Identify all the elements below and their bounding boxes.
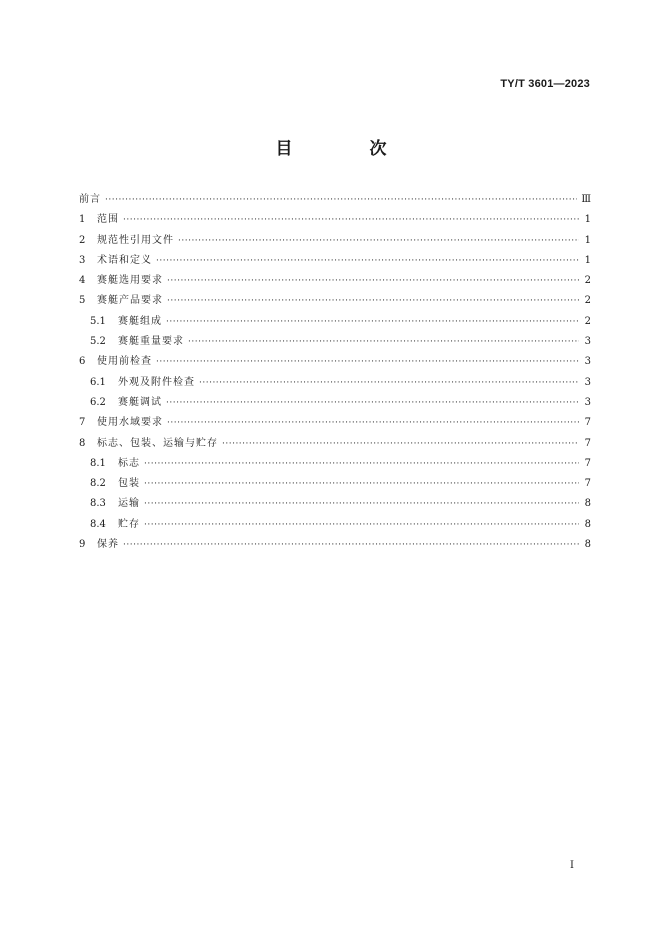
toc-entry[interactable] <box>79 373 591 393</box>
toc-leader-dots <box>123 210 579 230</box>
toc-leader-dots <box>178 231 579 251</box>
toc-entry-label: 保养 <box>97 539 119 551</box>
toc-leader-dots <box>156 352 579 372</box>
toc-entry-number: 3 <box>79 254 86 266</box>
toc-entry-label: 赛艇组成 <box>118 315 162 327</box>
toc-entry-label: 使用前检查 <box>97 356 152 368</box>
toc-entry-number: 8.3 <box>90 498 106 510</box>
toc-entry[interactable] <box>79 393 591 413</box>
toc-leader-dots <box>105 190 577 210</box>
toc-entry-page: 1 <box>584 234 591 246</box>
toc-entry-page: 7 <box>584 478 591 490</box>
toc-entry-number: 6 <box>79 356 86 368</box>
toc-entry[interactable] <box>79 332 591 352</box>
toc-entry-page: 7 <box>584 457 591 469</box>
toc-entry[interactable] <box>79 535 591 555</box>
toc-entry-page: 7 <box>584 417 591 429</box>
toc-entry-label: 贮存 <box>118 518 140 530</box>
toc-entry-label: 使用水域要求 <box>97 417 163 429</box>
toc-entry-number: 2 <box>79 234 86 246</box>
toc-entry-number: 5 <box>79 295 86 307</box>
toc-entry[interactable] <box>79 210 591 230</box>
toc-entry[interactable] <box>79 190 591 210</box>
toc-entry-page: 8 <box>584 498 591 510</box>
toc-entry-page: 8 <box>584 518 591 530</box>
toc-entry-number: 1 <box>79 214 86 226</box>
toc-entry-page: 2 <box>584 295 591 307</box>
toc-entry-page: Ⅲ <box>581 194 591 205</box>
standard-code: TY/T 3601—2023 <box>500 78 590 90</box>
toc-entry-page: 3 <box>584 356 591 368</box>
toc-entry-label: 规范性引用文件 <box>97 234 174 246</box>
toc-leader-dots <box>144 474 579 494</box>
toc-entry-label: 赛艇选用要求 <box>97 275 163 287</box>
toc-entry[interactable] <box>79 312 591 332</box>
toc-entry[interactable] <box>79 413 591 433</box>
toc-leader-dots <box>144 515 579 535</box>
toc-entry-number: 8.1 <box>90 457 106 469</box>
table-of-contents <box>79 190 591 555</box>
toc-entry-label: 术语和定义 <box>97 254 152 266</box>
toc-entry-number: 5.1 <box>90 315 106 327</box>
toc-leader-dots <box>167 271 579 291</box>
toc-entry-number: 8.4 <box>90 518 106 530</box>
toc-entry-number: 6.2 <box>90 396 106 408</box>
toc-entry-number: 9 <box>79 539 86 551</box>
toc-entry[interactable] <box>79 251 591 271</box>
toc-entry-label: 运输 <box>118 498 140 510</box>
toc-entry-label: 前言 <box>79 194 101 205</box>
page-number: I <box>570 860 574 871</box>
toc-entry-page: 7 <box>584 437 591 449</box>
toc-leader-dots <box>166 312 579 332</box>
toc-leader-dots <box>199 373 579 393</box>
toc-entry-label: 包装 <box>118 478 140 490</box>
toc-entry-label: 范围 <box>97 214 119 226</box>
toc-entry[interactable] <box>79 271 591 291</box>
toc-leader-dots <box>144 454 579 474</box>
toc-entry-number: 6.1 <box>90 376 106 388</box>
toc-entry-page: 8 <box>584 539 591 551</box>
toc-entry-label: 赛艇产品要求 <box>97 295 163 307</box>
page-title: 目 次 <box>275 139 417 159</box>
toc-entry-label: 外观及附件检查 <box>118 376 195 388</box>
toc-leader-dots <box>144 494 579 514</box>
toc-entry[interactable] <box>79 515 591 535</box>
toc-entry-label: 赛艇调试 <box>118 396 162 408</box>
toc-entry[interactable] <box>79 494 591 514</box>
toc-leader-dots <box>123 535 579 555</box>
toc-leader-dots <box>222 434 579 454</box>
toc-entry-label: 标志 <box>118 457 140 469</box>
toc-entry[interactable] <box>79 454 591 474</box>
toc-entry-page: 2 <box>584 315 591 327</box>
toc-entry-page: 1 <box>584 214 591 226</box>
toc-leader-dots <box>167 413 579 433</box>
toc-entry[interactable] <box>79 291 591 311</box>
toc-entry-number: 4 <box>79 275 86 287</box>
toc-leader-dots <box>167 291 579 311</box>
toc-entry-page: 3 <box>584 336 591 348</box>
toc-entry-number: 5.2 <box>90 336 106 348</box>
toc-entry-page: 1 <box>584 254 591 266</box>
toc-entry-label: 赛艇重量要求 <box>118 336 184 348</box>
toc-entry[interactable] <box>79 474 591 494</box>
toc-entry-page: 3 <box>584 396 591 408</box>
toc-entry[interactable] <box>79 434 591 454</box>
toc-entry-number: 7 <box>79 417 86 429</box>
toc-entry[interactable] <box>79 231 591 251</box>
toc-entry-number: 8.2 <box>90 478 106 490</box>
toc-entry-number: 8 <box>79 437 86 449</box>
toc-entry-page: 2 <box>584 275 591 287</box>
toc-leader-dots <box>166 393 579 413</box>
toc-leader-dots <box>188 332 579 352</box>
toc-entry-label: 标志、包装、运输与贮存 <box>97 437 218 449</box>
toc-entry[interactable] <box>79 352 591 372</box>
toc-entry-page: 3 <box>584 376 591 388</box>
toc-leader-dots <box>156 251 579 271</box>
